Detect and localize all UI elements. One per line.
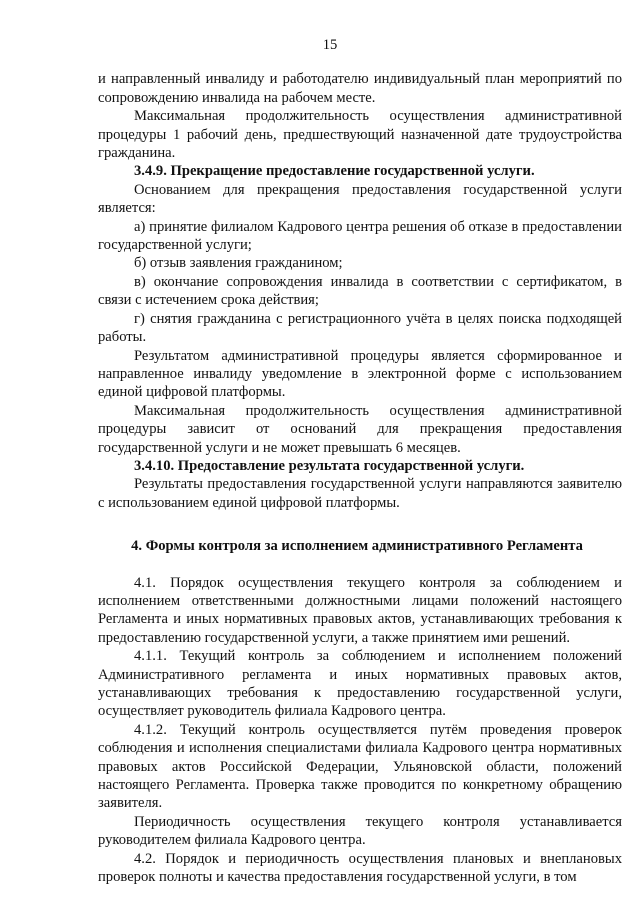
bottom-text-block	[98, 574, 622, 887]
paragraph: Основанием для прекращения предоставления государственной услуги является:	[98, 181, 622, 217]
paragraph: 3.4.10. Предоставление результата государственной услуги.	[134, 457, 525, 474]
paragraph: и направленный инвалиду и работодателю индивидуальный план мероприятий по сопровождению инвалида на рабочем месте.	[98, 71, 622, 106]
paragraph: 4.2. Порядок и периодичность осуществления плановых и внеплановых проверок полноты и качества предоставления государственной услуги, в том	[98, 850, 622, 886]
paragraph: Максимальная продолжительность осуществления административной процедуры 1 рабочий день, предшествующий назначенной дате трудоустройства гражданина.	[98, 108, 622, 162]
paragraph: 4.1. Порядок осуществления текущего контроля за соблюдением и исполнением ответственными должностными лицами положений настоящего Регламента и иных нормативных правовых актов, устанавливающих требования к предоставлению государственной услуги, а также принятием ими решений.	[98, 574, 622, 646]
paragraph: в) окончание сопровождения инвалида в соответствии с сертификатом, в связи с истечением срока действия;	[98, 273, 622, 309]
top-text-block	[98, 70, 622, 512]
paragraph: 4.1.1. Текущий контроль за соблюдением и исполнением положений Административного регламента и иных нормативных правовых актов, устанавливающих требования к предоставлению государственной услуги, осуществляет руководитель филиала Кадрового центра.	[98, 648, 622, 720]
paragraph: Максимальная продолжительность осуществления административной процедуры зависит от оснований для прекращения предоставления государственной услуги и не может превышать 6 месяцев.	[98, 402, 622, 456]
paragraph: Периодичность осуществления текущего контроля устанавливается руководителем филиала Кадрового центра.	[98, 813, 622, 849]
page-number: 15	[322, 37, 338, 53]
section-heading: 4. Формы контроля за исполнением административного Регламента	[131, 538, 583, 555]
paragraph: г) снятия гражданина с регистрационного учёта в целях поиска подходящей работы.	[98, 310, 622, 346]
paragraph: а) принятие филиалом Кадрового центра решения об отказе в предоставлении государственной услуги;	[98, 218, 622, 254]
paragraph: Результаты предоставления государственной услуги направляются заявителю с использованием единой цифровой платформы.	[98, 476, 622, 511]
paragraph: Результатом административной процедуры является сформированное и направленное инвалиду уведомление в электронной форме с использованием единой цифровой платформы.	[98, 347, 622, 401]
paragraph: б) отзыв заявления гражданином;	[134, 255, 343, 272]
paragraph: 4.1.2. Текущий контроль осуществляется путём проведения проверок соблюдения и исполнения специалистами филиала Кадрового центра нормативных правовых актов Российской Федерации, Ульяновской области, положений настоящего Регламента. Проверка также проводится по конкретному обращению заявителя.	[98, 721, 622, 812]
paragraph: 3.4.9. Прекращение предоставление государственной услуги.	[134, 163, 535, 180]
